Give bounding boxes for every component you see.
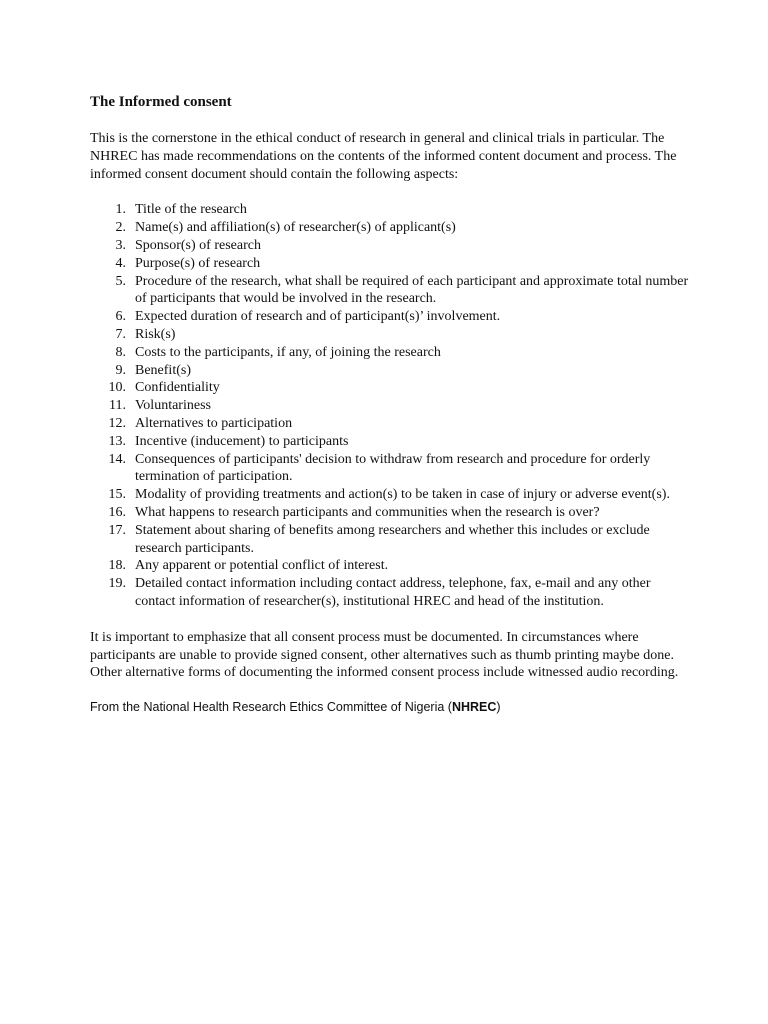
list-item-number: 7. [115, 326, 126, 342]
list-item [90, 397, 690, 415]
list-item-text: Incentive (inducement) to participants [135, 433, 349, 449]
closing-paragraph: It is important to emphasize that all consent process must be documented. In circumstances where participants are unable to provide signed consent, other alternatives such as thumb printing maybe done. Other alternative forms of documenting the informed consent process include witnessed audio recording. [90, 629, 679, 681]
list-item-number: 17. [108, 522, 126, 538]
list-item [90, 379, 690, 397]
source-acronym: NHREC [451, 700, 497, 715]
list-item [90, 415, 690, 433]
list-item-text: What happens to research participants and communities when the research is over? [135, 504, 600, 520]
list-item-text: Risk(s) [135, 326, 176, 342]
list-item-number: 15. [108, 487, 126, 503]
list-item-number: 8. [115, 344, 126, 360]
list-item [90, 575, 690, 611]
list-item [90, 273, 690, 309]
list-item [90, 255, 690, 273]
list-item-text: Consequences of participants' decision to withdraw from research and procedure for orderly termination of participation. [135, 451, 651, 485]
list-item [90, 451, 690, 487]
list-item-number: 13. [108, 433, 126, 449]
list-item-number: 3. [115, 237, 126, 253]
list-item [90, 486, 690, 504]
intro-paragraph: This is the cornerstone in the ethical conduct of research in general and clinical trials in particular. The NHREC has made recommendations on the contents of the informed content document and process. The informed consent document should contain the following aspects: [90, 131, 677, 182]
list-item-number: 5. [115, 273, 126, 289]
list-item-number: 11. [109, 398, 126, 414]
list-item-text: Confidentiality [135, 380, 220, 396]
list-item-number: 6. [115, 309, 126, 325]
list-item-text: Name(s) and affiliation(s) of researcher(s) of applicant(s) [135, 220, 456, 236]
source-text: From the National Health Research Ethics Committee of Nigeria ( [90, 700, 452, 715]
list-item-text: Expected duration of research and of participant(s)’ involvement. [135, 309, 501, 325]
source-close: ) [496, 700, 501, 715]
list-item-text: Benefit(s) [135, 362, 191, 378]
list-item-text: Modality of providing treatments and action(s) to be taken in case of injury or adverse event(s). [135, 487, 670, 503]
list-item [90, 362, 690, 380]
document-content [90, 92, 690, 716]
list-item-text: Any apparent or potential conflict of interest. [135, 558, 389, 574]
list-item [90, 504, 690, 522]
list-item-number: 2. [115, 220, 126, 236]
list-item-number: 1. [115, 202, 126, 218]
list-item-number: 16. [108, 504, 126, 520]
list-item [90, 433, 690, 451]
list-item-number: 18. [108, 558, 126, 574]
list-item [90, 557, 690, 575]
list-item-text: Purpose(s) of research [135, 255, 261, 271]
list-item-text: Detailed contact information including contact address, telephone, fax, e-mail and any other contact information of researcher(s), institutional HREC and head of the institution. [135, 576, 651, 609]
list-item [90, 522, 690, 558]
list-item-number: 9. [115, 362, 126, 378]
list-item-number: 4. [115, 255, 126, 271]
list-item-text: Title of the research [135, 202, 247, 218]
list-item-number: 12. [108, 415, 126, 431]
list-item [90, 326, 690, 344]
list-item-number: 19. [108, 576, 126, 592]
consent-aspects-list [90, 201, 690, 610]
source-attribution [90, 699, 690, 716]
document-title: The Informed consent [90, 94, 232, 110]
list-item-text: Costs to the participants, if any, of joining the research [135, 344, 441, 360]
list-item [90, 201, 690, 219]
list-item [90, 219, 690, 237]
list-item-text: Statement about sharing of benefits among researchers and whether this includes or exclude research participants. [135, 522, 650, 556]
list-item [90, 237, 690, 255]
list-item-text: Voluntariness [135, 398, 211, 414]
list-item-text: Sponsor(s) of research [135, 237, 261, 253]
list-item-number: 10. [108, 380, 126, 396]
list-item [90, 344, 690, 362]
list-item-text: Procedure of the research, what shall be required of each participant and approximate total number of participants that would be involved in the research. [135, 273, 689, 307]
list-item-text: Alternatives to participation [135, 415, 293, 431]
list-item-number: 14. [108, 451, 126, 467]
list-item [90, 308, 690, 326]
